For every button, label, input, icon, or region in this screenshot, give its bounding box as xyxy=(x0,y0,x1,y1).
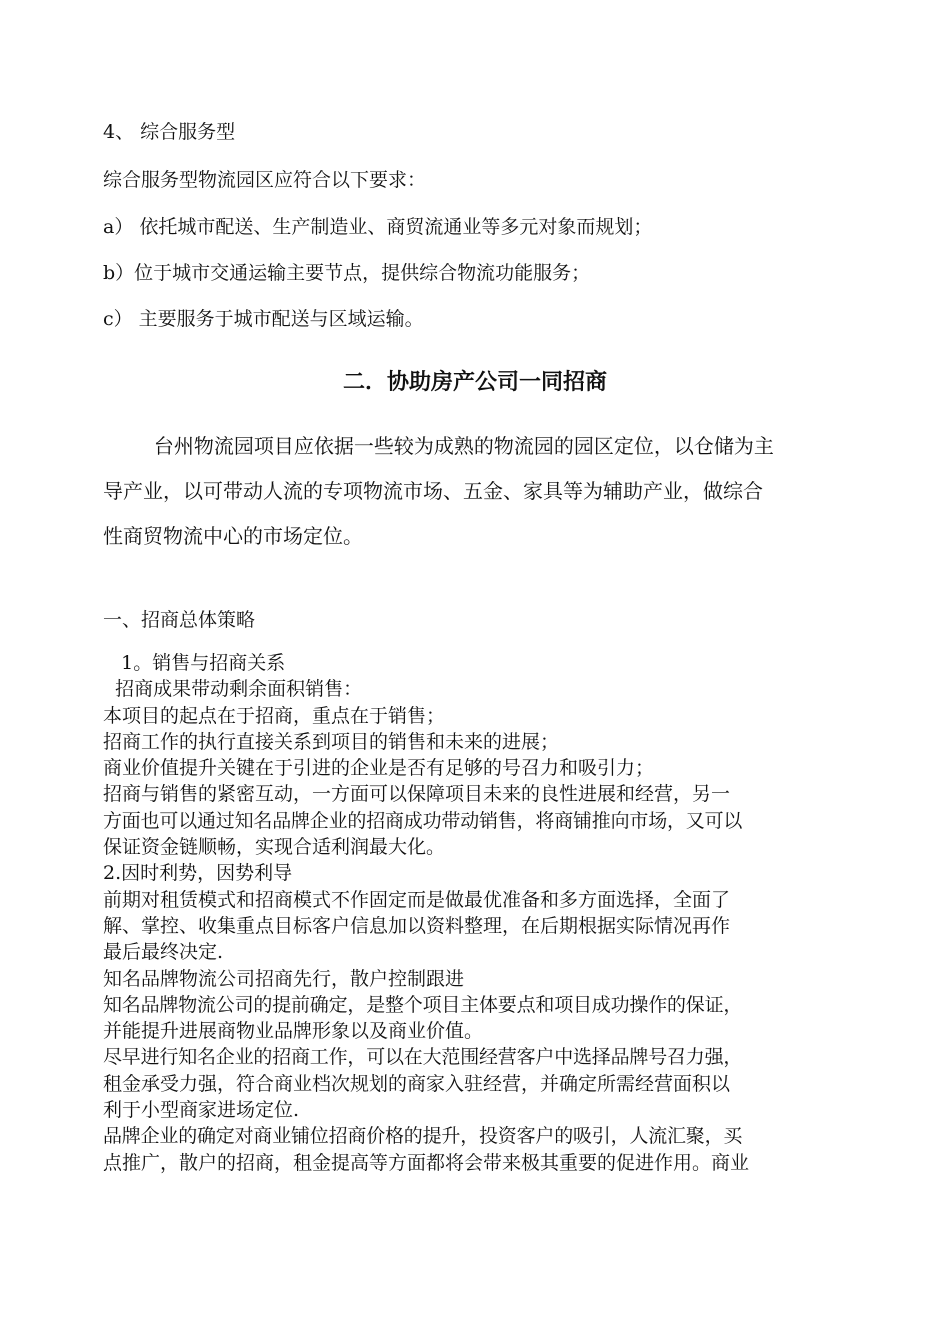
strategy-body xyxy=(103,650,851,1176)
section-4-lead: 综合服务型物流园区应符合以下要求： xyxy=(103,169,427,191)
body-line: 知名品牌物流公司招商先行，散户控制跟进 xyxy=(103,967,465,990)
list-item-c: c） 主要服务于城市配送与区域运输。 xyxy=(103,308,424,330)
body-line: 租金承受力强，符合商业档次规划的商家入驻经营，并确定所需经营面积以 xyxy=(103,1072,731,1095)
body-line: 利于小型商家进场定位. xyxy=(103,1099,300,1122)
intro-line: 导产业，以可带动人流的专项物流市场、五金、家具等为辅助产业，做综合 xyxy=(103,479,763,503)
body-line: 点推广，散户的招商，租金提高等方面都将会带来极其重要的促进作用。商业 xyxy=(103,1151,750,1174)
body-line: 保证资金链顺畅，实现合适利润最大化。 xyxy=(103,836,446,859)
body-line: 商业价值提升关键在于引进的企业是否有足够的号召力和吸引力； xyxy=(103,757,655,780)
list-item-a: a） 依托城市配送、生产制造业、商贸流通业等多元对象而规划； xyxy=(103,216,653,238)
body-line: 尽早进行知名企业的招商工作，可以在大范围经营客户中选择品牌号召力强， xyxy=(103,1046,743,1069)
section-4-title: 4、 综合服务型 xyxy=(103,121,236,143)
body-line: 知名品牌物流公司的提前确定，是整个项目主体要点和项目成功操作的保证， xyxy=(103,993,743,1016)
body-line: 品牌企业的确定对商业铺位招商价格的提升，投资客户的吸引，人流汇聚，买 xyxy=(103,1125,743,1148)
body-line: 最后最终决定. xyxy=(103,941,224,964)
body-line: 招商与销售的紧密互动，一方面可以保障项目未来的良性进展和经营，另一 xyxy=(103,783,731,806)
section-heading: 二．协助房产公司一同招商 xyxy=(342,370,607,395)
intro-line: 性商贸物流中心的市场定位。 xyxy=(103,524,363,548)
body-line: 2.因时利势，因势利导 xyxy=(103,862,293,885)
body-line: 1。销售与招商关系 xyxy=(103,652,286,674)
body-line: 招商成果带动剩余面积销售： xyxy=(103,678,363,701)
intro-paragraph xyxy=(103,424,848,559)
intro-line: 台州物流园项目应依据一些较为成熟的物流园的园区定位，以仓储为主 xyxy=(103,434,774,458)
body-line: 本项目的起点在于招商，重点在于销售； xyxy=(103,704,446,727)
body-line: 前期对租赁模式和招商模式不作固定而是做最优准备和多方面选择，全面了 xyxy=(103,888,731,911)
strategy-title: 一、招商总体策略 xyxy=(103,609,256,631)
list-item-b: b）位于城市交通运输主要节点，提供综合物流功能服务； xyxy=(103,262,591,284)
body-line: 解、掌控、收集重点目标客户信息加以资料整理，在后期根据实际情况再作 xyxy=(103,914,731,937)
body-line: 招商工作的执行直接关系到项目的销售和未来的进展； xyxy=(103,730,560,753)
body-line: 并能提升进展商物业品牌形象以及商业价值。 xyxy=(103,1020,484,1043)
body-line: 方面也可以通过知名品牌企业的招商成功带动销售，将商铺推向市场，又可以 xyxy=(103,809,743,832)
